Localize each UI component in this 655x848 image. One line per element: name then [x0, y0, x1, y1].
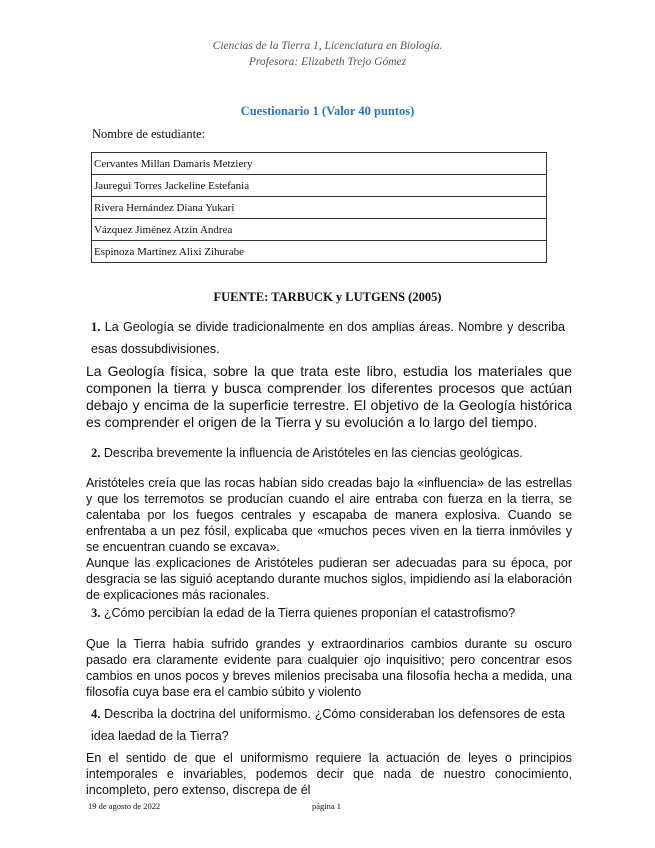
question-number: 3.: [91, 606, 101, 620]
answer-3: Que la Tierra había sufrido grandes y extraordinarios cambios durante su oscuro pasado era claramente evidente para cualquier ojo inquisitivo; pero concentrar esos cambios en unos pocos y breves milenios precisaba una filosofía hecha a medida, una filosofía cuya base era el cambio súbito y violento: [86, 637, 572, 699]
table-row: [92, 241, 547, 263]
question-number: 2.: [91, 446, 101, 460]
student-name-cell: Rivera Hernández Diana Yukari: [92, 197, 547, 219]
question-number: 4.: [91, 707, 101, 721]
student-name-cell: Espinoza Martínez Alixi Zihurabe: [92, 241, 547, 263]
question-text: Describa la doctrina del uniformismo. ¿Cómo consideraban los defensores de esta idea laedad de la Tierra?: [91, 707, 565, 743]
student-name-label: Nombre de estudiante:: [92, 127, 206, 141]
source-heading: FUENTE: TARBUCK y LUTGENS (2005): [213, 290, 442, 304]
student-names-table: [91, 152, 547, 263]
question-text: La Geología se divide tradicionalmente en dos amplias áreas. Nombre y describa esas dossubdivisiones.: [91, 320, 565, 356]
table-row: [92, 175, 547, 197]
question-1: [91, 316, 565, 360]
question-text: Describa brevemente la influencia de Aristóteles en las ciencias geológicas.: [103, 446, 523, 460]
answer-paragraph: Aristóteles creía que las rocas habían sido creadas bajo la «influencia» de las estrellas y que los terremotos se producían cuando el aire entraba con fuerza en la tierra, se calentaba por los fuegos centrales y escapaba de manera explosiva. Cuando se enfrentaba a un pez fósil, explicaba que «muchos peces viven en la tierra inmóviles y se encuentran cuando se excava».: [86, 476, 572, 554]
answer-1: La Geología física, sobre la que trata este libro, estudia los materiales que componen la tierra y busca comprender los diferentes procesos que actúan debajo y encima de la superficie terrestre. El objetivo de la Geología histórica es comprender el origen de la Tierra y su evolución a lo largo del tiempo.: [86, 363, 572, 430]
question-number: 1.: [91, 320, 101, 334]
footer-date: 19 de agosto de 2022: [88, 801, 161, 811]
answer-4: En el sentido de que el uniformismo requiere la actuación de leyes o principios intemporales e invariables, podemos decir que nada de nuestro conocimiento, incompleto, pero extenso, discrepa de él: [86, 751, 572, 797]
document-header: [0, 38, 655, 70]
questionnaire-title: Cuestionario 1 (Valor 40 puntos): [240, 104, 415, 118]
footer-page-number: página 1: [312, 801, 342, 811]
table-row: [92, 219, 547, 241]
professor-line: Profesora: Elizabeth Trejo Gómez: [248, 56, 407, 68]
answer-2: [86, 475, 572, 603]
student-name-cell: Vázquez Jiménez Atzín Andrea: [92, 219, 547, 241]
course-line: Ciencias de la Tierra 1, Licenciatura en Biología.: [212, 40, 443, 52]
answer-paragraph: Aunque las explicaciones de Aristóteles pudieran ser adecuadas para su época, por desgracia se las siguió aceptando durante muchos siglos, impidiendo así la elaboración de explicaciones más racionales.: [86, 556, 572, 602]
question-4: [91, 703, 565, 747]
question-text: ¿Cómo percibían la edad de la Tierra quienes proponían el catastrofismo?: [103, 606, 516, 620]
student-name-cell: Cervantes Millan Damaris Metziery: [92, 153, 547, 175]
table-row: [92, 153, 547, 175]
question-2: [91, 442, 565, 464]
question-3: [91, 602, 565, 624]
student-name-cell: Jauregui Torres Jackeline Estefania: [92, 175, 547, 197]
table-row: [92, 197, 547, 219]
